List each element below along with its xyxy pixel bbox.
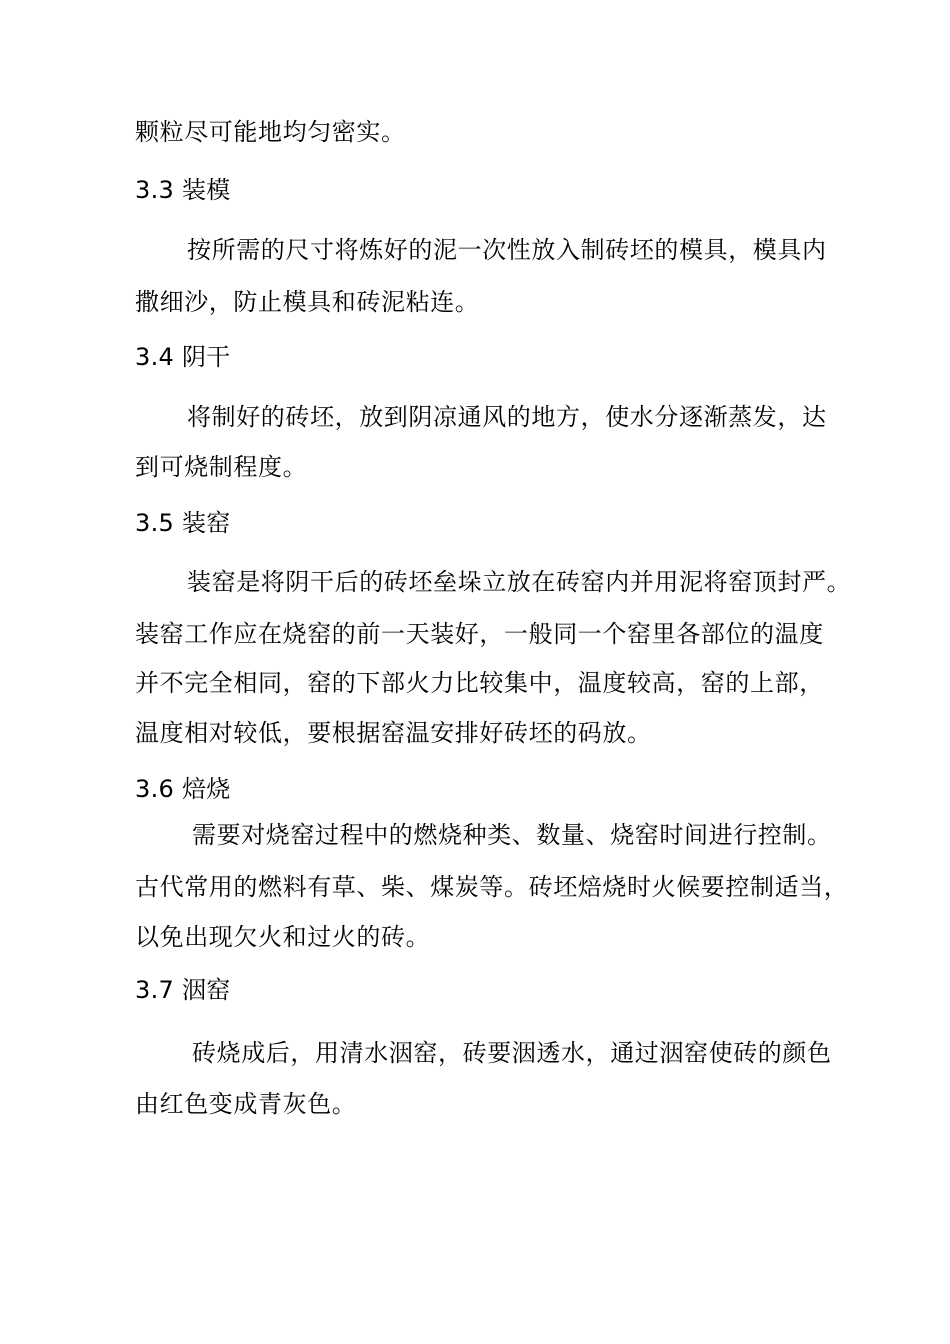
paragraph-line: 古代常用的燃料有草、柴、煤炭等。砖坯焙烧时火候要控制适当，: [135, 873, 849, 901]
paragraph-line: 由红色变成青灰色。: [135, 1090, 357, 1118]
paragraph-line: 并不完全相同，窑的下部火力比较集中，温度较高，窑的上部，: [135, 669, 824, 697]
section-heading-3-6: 3.6 焙烧: [135, 775, 231, 803]
paragraph-line: 温度相对较低，要根据窑温安排好砖坯的码放。: [135, 719, 652, 747]
paragraph-line: 装窑是将阴干后的砖坯垒垛立放在砖窑内并用泥将窑顶封严。: [187, 568, 852, 596]
paragraph-line: 颗粒尽可能地均匀密实。: [135, 118, 406, 146]
section-heading-3-5: 3.5 装窑: [135, 509, 231, 537]
paragraph-line: 将制好的砖坯，放到阴凉通风的地方，使水分逐渐蒸发，达: [187, 403, 827, 431]
paragraph-line: 装窑工作应在烧窑的前一天装好，一般同一个窑里各部位的温度: [135, 620, 824, 648]
paragraph-line: 到可烧制程度。: [135, 453, 308, 481]
paragraph-line: 撒细沙，防止模具和砖泥粘连。: [135, 288, 480, 316]
section-heading-3-3: 3.3 装模: [135, 176, 231, 204]
paragraph-line: 砖烧成后，用清水洇窑，砖要洇透水，通过洇窑使砖的颜色: [192, 1039, 832, 1067]
section-heading-3-7: 3.7 洇窑: [135, 976, 231, 1004]
paragraph-line: 按所需的尺寸将炼好的泥一次性放入制砖坯的模具，模具内: [187, 236, 827, 264]
paragraph-line: 以免出现欠火和过火的砖。: [135, 923, 431, 951]
paragraph-line: 需要对烧窑过程中的燃烧种类、数量、烧窑时间进行控制。: [192, 821, 832, 849]
section-heading-3-4: 3.4 阴干: [135, 343, 231, 371]
